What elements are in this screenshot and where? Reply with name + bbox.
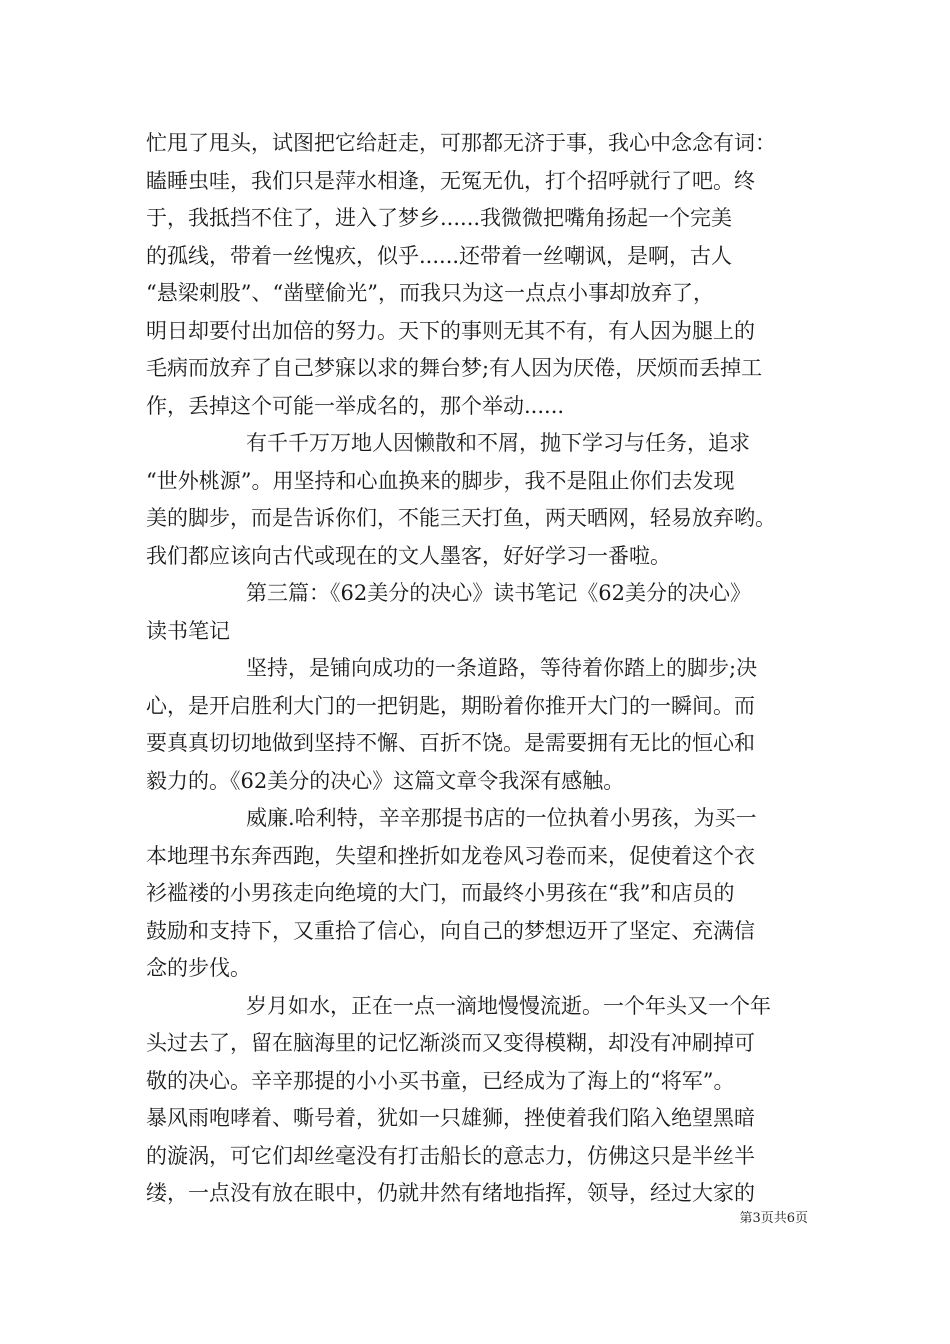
paragraph [146, 800, 811, 988]
text-line: 的漩涡，可它们却丝毫没有打击船长的意志力，仿佛这只是半丝半 [146, 1143, 755, 1168]
paragraph [146, 575, 811, 650]
text-line: 心，是开启胜利大门的一把钥匙，期盼着你推开大门的一瞬间。而 [146, 693, 755, 718]
text-line: 头过去了，留在脑海里的记忆渐淡而又变得模糊，却没有冲刷掉可 [146, 1031, 755, 1055]
page-footer [0, 1207, 950, 1226]
text-line: 读书笔记 [146, 618, 230, 643]
text-line: 鼓励和支持下，又重拾了信心，向自己的梦想迈开了坚定、充满信 [146, 918, 755, 943]
text-line: 第三篇：《62美分的决心》读书笔记《62美分的决心》 [246, 581, 751, 605]
text-line: 作，丢掉这个可能一举成名的，那个举动...... [146, 393, 565, 418]
document-body [146, 125, 811, 1213]
text-line: “世外桃源”。用坚持和心血换来的脚步，我不是阻止你们去发现 [146, 468, 735, 493]
text-line: 岁月如水，正在一点一滴地慢慢流逝。一个年头又一个年 [246, 993, 771, 1018]
text-line: 要真真切切地做到坚持不懈、百折不饶。是需要拥有无比的恒心和 [146, 731, 755, 755]
text-line: 于，我抵挡不住了，进入了梦乡......我微微把嘴角扬起一个完美 [146, 206, 733, 230]
text-line: 有千千万万地人因懒散和不屑，抛下学习与任务，追求 [246, 431, 750, 455]
text-line: 衫褴褛的小男孩走向绝境的大门，而最终小男孩在“我”和店员的 [146, 881, 735, 905]
text-line: 瞌睡虫哇，我们只是萍水相逢，无冤无仇，打个招呼就行了吧。终 [146, 168, 755, 193]
text-line: 本地理书东奔西跑，失望和挫折如龙卷风习卷而来，促使着这个衣 [146, 843, 755, 868]
text-line: 我们都应该向古代或现在的文人墨客，好好学习一番啦。 [146, 543, 671, 568]
text-line: 念的步伐。 [146, 956, 251, 980]
text-line: 威廉.哈利特，辛辛那提书店的一位执着小男孩，为买一 [246, 806, 757, 830]
text-line: 缕，一点没有放在眼中，仍就井然有绪地指挥，领导，经过大家的 [146, 1181, 755, 1205]
text-line: 的孤线，带着一丝愧疚，似乎......还带着一丝嘲讽，是啊，古人 [146, 243, 733, 268]
paragraph [146, 125, 811, 425]
text-line: 明日却要付出加倍的努力。天下的事则无其不有，有人因为腿上的 [146, 318, 755, 343]
text-line: 毅力的。《62美分的决心》这篇文章令我深有感触。 [146, 768, 625, 793]
text-line: “悬梁刺股”、“凿壁偷光”，而我只为这一点点小事却放弃了， [146, 281, 714, 305]
text-line: 暴风雨咆哮着、嘶号着，犹如一只雄狮，挫使着我们陷入绝望黑暗 [146, 1106, 755, 1130]
text-line: 美的脚步，而是告诉你们，不能三天打鱼，两天晒网，轻易放弃哟。 [146, 506, 776, 530]
text-line: 忙甩了甩头，试图把它给赶走，可那都无济于事，我心中念念有词： [146, 131, 776, 155]
paragraph [146, 988, 811, 1213]
text-line: 敬的决心。辛辛那提的小小买书童，已经成为了海上的“将军”。 [146, 1068, 735, 1093]
paragraph [146, 425, 811, 575]
paragraph [146, 650, 811, 800]
text-line: 坚持，是铺向成功的一条道路，等待着你踏上的脚步;决 [246, 656, 758, 680]
page-number: 第3页共6页 [739, 1211, 808, 1226]
text-line: 毛病而放弃了自己梦寐以求的舞台梦;有人因为厌倦，厌烦而丢掉工 [146, 356, 763, 380]
